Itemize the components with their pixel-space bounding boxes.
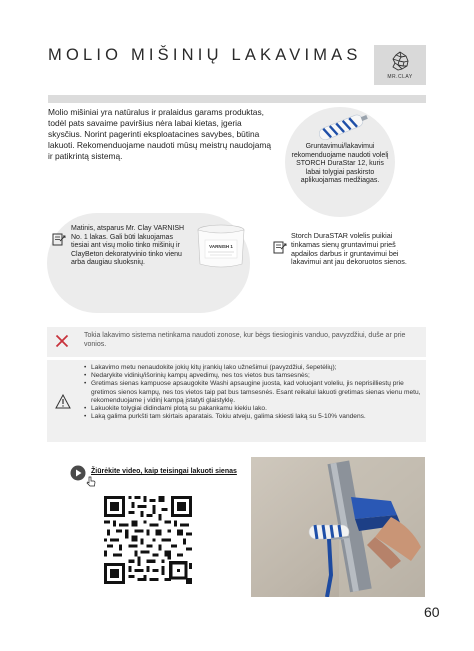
logo-text: MR.CLAY	[387, 74, 413, 80]
title-divider	[48, 95, 426, 103]
page-title: MOLIO MIŠINIŲ LAKAVIMAS	[48, 46, 362, 64]
video-link[interactable]: Žiūrėkite video, kaip teisingai lakuoti sienas	[91, 468, 237, 475]
roller-recommendation-text: Gruntavimui/lakavimui rekomenduojame naudoti volelį STORCH DuraStar 12, kuris labai tolygiai paskirsto aplikuojamas medžiagas.	[291, 143, 389, 185]
tip-item: • Lakuokite tolygiai didindami plotą su pakankamu kiekiu lako.	[84, 405, 422, 413]
tip-item: • Nedarykite vidinių/išorinių kampų apvedimų, nes tos vietos bus tamsesnės;	[84, 372, 422, 380]
paint-roller-image	[312, 114, 372, 140]
mr-clay-logo	[374, 45, 426, 85]
warning-triangle-icon	[55, 394, 71, 409]
tip-item: • Gretimas sienas kampuose apsaugokite Washi apsaugine juosta, kad voluojant voleliu, jis neprisilliestų prie gretimos sienos kampų, nes tos vietos taip pat bus tamsesnės. Esant reikalui lakuoti gretimas sienas vienu metu, rekomenduojame į vidinį kampą įstatyti glaistyklę.	[84, 380, 422, 405]
storch-roller-note: Storch DuraSTAR volelis puikiai tinkamas sienų gruntavimui prieš apdailos darbus ir gruntavimui bei lakavimui ant jau dekoruotos sienos.	[291, 231, 407, 267]
x-icon	[55, 334, 69, 348]
tips-list	[84, 364, 422, 421]
document-icon	[52, 232, 66, 246]
play-icon[interactable]	[70, 465, 86, 481]
tip-item: • Laką galima purkšti tam skirtais aparatais. Tokiu atveju, galima skiesti laką su 5-10% vandens.	[84, 413, 422, 421]
varnishing-photo	[251, 457, 425, 597]
logo-crackle-icon	[389, 50, 411, 72]
cursor-hand-icon	[86, 476, 96, 487]
bucket-label: VARNISH 1	[209, 244, 233, 249]
page-number: 60	[424, 604, 440, 620]
varnish-description: Matinis, atsparus Mr. Clay VARNISH No. 1 lakas. Gali būti lakuojamas tiesiai ant visų molio tinko mišinių ir ClayBeton dekoratyvinio tinko vienu arba daugiau sluoksnių.	[71, 225, 185, 267]
warning-text: Tokia lakavimo sistema netinkama naudoti zonose, kur bėgs tiesioginis vanduo, pavyzdžiui, duše ar prie vonios.	[84, 332, 406, 348]
varnish-bucket-image	[196, 222, 246, 270]
tip-item: • Lakavimo metu nenaudokite jokių kitų įrankių lako užnešimui (pavyzdžiui, šepetėlių);	[84, 364, 422, 372]
intro-paragraph: Molio mišiniai yra natūralus ir pralaidus garams produktas, todėl pats savaime paviršius nėra labai kietas, įgeria skysčius. Norint pagerinti eksploatacines savybes, būtina lakuoti. Rekomenduojame naudoti mūsų meistrų naudojamą ir patikrintą sistemą.	[48, 107, 271, 161]
qr-code[interactable]	[104, 496, 192, 584]
document-icon	[273, 240, 287, 254]
